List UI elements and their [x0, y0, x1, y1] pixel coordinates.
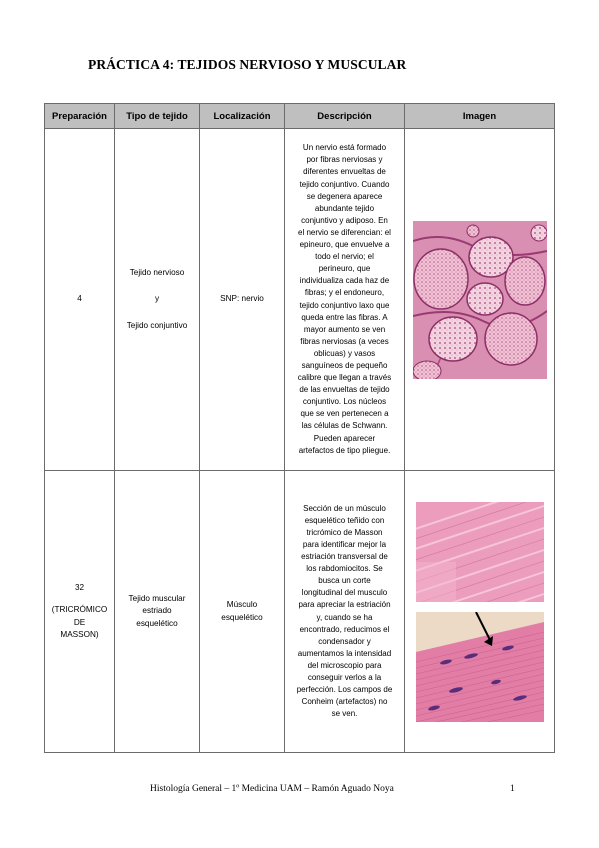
- tipo-line: Tejido nervioso: [129, 268, 185, 278]
- desc-line: encontrado, reducimos el: [299, 624, 390, 634]
- preparacion-value: 4: [77, 294, 82, 304]
- localizacion-cell: [200, 129, 285, 471]
- tipo-line: estriado: [142, 606, 172, 616]
- preparacion-line: 32: [74, 583, 85, 593]
- desc-line: busca un corte: [318, 576, 371, 586]
- desc-line: para apreciar la estriación: [298, 600, 391, 610]
- tipo-line: Tejido muscular: [128, 594, 186, 604]
- table-row: [45, 471, 555, 753]
- tipo-line: y: [154, 294, 160, 304]
- tipo-cell: [115, 471, 200, 753]
- desc-line: se ven.: [331, 709, 358, 719]
- page-footer: Histología General – 1º Medicina UAM – Ramón Aguado Noya: [150, 784, 394, 794]
- desc-line: para identificar mejor la: [302, 539, 387, 549]
- desc-line: aumentamos la intensidad: [297, 648, 392, 658]
- localizacion-value: SNP: nervio: [220, 294, 264, 304]
- preparacion-line: DE: [73, 617, 86, 627]
- desc-line: Conheim (artefactos) no: [301, 697, 388, 707]
- descripcion-cell: [285, 471, 405, 753]
- desc-line: conjuntivo. Los núcleos: [302, 397, 387, 407]
- muscle-micrograph-high: [416, 612, 544, 722]
- desc-line: perineuro, que: [318, 264, 371, 274]
- imagen-cell: [405, 129, 555, 471]
- desc-line: conseguir verlos a la: [307, 672, 382, 682]
- desc-line: fibras; y el endoneuro,: [304, 288, 385, 298]
- tipo-line: esquelético: [136, 618, 178, 628]
- page-number: 1: [510, 784, 515, 794]
- desc-line: Un nervio está formado: [302, 143, 387, 153]
- header-localizacion: Localización: [200, 104, 285, 129]
- header-imagen: Imagen: [405, 104, 555, 129]
- desc-line: las células de Schwann.: [301, 421, 388, 431]
- desc-line: artefactos de tipo pliegue.: [298, 445, 391, 455]
- desc-line: longitudinal del musculo: [301, 588, 388, 598]
- localizacion-line: Músculo: [226, 600, 258, 610]
- desc-line: abundante tejido: [314, 203, 375, 213]
- desc-line: individualiza cada haz de: [299, 276, 390, 286]
- table-header-row: [45, 104, 555, 129]
- desc-line: calibre que llegan a través: [297, 373, 392, 383]
- imagen-cell: [405, 471, 555, 753]
- desc-line: conjuntivo y adiposo. En: [301, 215, 388, 225]
- desc-line: oblicuas) y vasos: [313, 348, 376, 358]
- muscle-micrograph-low: [416, 502, 544, 602]
- page-title: PRÁCTICA 4: TEJIDOS NERVIOSO Y MUSCULAR: [88, 57, 407, 72]
- localizacion-line: esquelético: [221, 612, 263, 622]
- desc-line: de las envueltas de tejido: [299, 385, 390, 395]
- descripcion-cell: [285, 129, 405, 471]
- desc-line: todo el nervio; el: [315, 252, 374, 262]
- desc-line: diferentes envueltas de: [303, 167, 386, 177]
- localizacion-cell: [200, 471, 285, 753]
- desc-line: mayor aumento se ven: [303, 324, 386, 334]
- tipo-line: Tejido conjuntivo: [126, 320, 188, 330]
- desc-line: los rabdomiocitos. Se: [306, 564, 383, 574]
- preparacion-line: MASSON): [60, 629, 99, 639]
- preparacion-cell: [45, 129, 115, 471]
- header-descripcion: Descripción: [285, 104, 405, 129]
- tipo-cell: [115, 129, 200, 471]
- practice-table: [44, 103, 555, 753]
- desc-line: tejido conjuntivo. Cuando: [299, 179, 390, 189]
- desc-line: esquelético teñido con: [304, 515, 385, 525]
- nerve-micrograph: [413, 221, 547, 379]
- table-row: [45, 129, 555, 471]
- desc-line: epineuro, que envuelve a: [299, 240, 390, 250]
- desc-line: sanguíneos de pequeño: [301, 360, 388, 370]
- desc-line: fibras nerviosas (a veces: [300, 336, 389, 346]
- desc-line: y, cuando se ha: [316, 612, 373, 622]
- desc-line: perfección. Los campos de: [296, 685, 393, 695]
- desc-line: condensador y: [318, 636, 371, 646]
- desc-line: queda entre las fibras. A: [301, 312, 388, 322]
- desc-line: del microscopio para: [307, 660, 382, 670]
- header-preparacion: Preparación: [45, 104, 115, 129]
- preparacion-line: (TRICRÓMICO: [51, 605, 108, 615]
- desc-line: tejido conjuntivo laxo que: [299, 300, 390, 310]
- desc-line: por fibras nerviosas y: [306, 155, 383, 165]
- preparacion-cell: [45, 471, 115, 753]
- desc-line: tricrómico de Masson: [306, 527, 383, 537]
- desc-line: el nervio se diferencian: el: [298, 227, 391, 237]
- desc-line: estriación transversal de: [301, 552, 388, 562]
- desc-line: Sección de un músculo: [303, 503, 386, 513]
- header-tipo: Tipo de tejido: [115, 104, 200, 129]
- desc-line: se degenera aparece: [306, 191, 383, 201]
- desc-line: Pueden aparecer: [313, 433, 376, 443]
- desc-line: que se ven pertenecen a: [300, 409, 389, 419]
